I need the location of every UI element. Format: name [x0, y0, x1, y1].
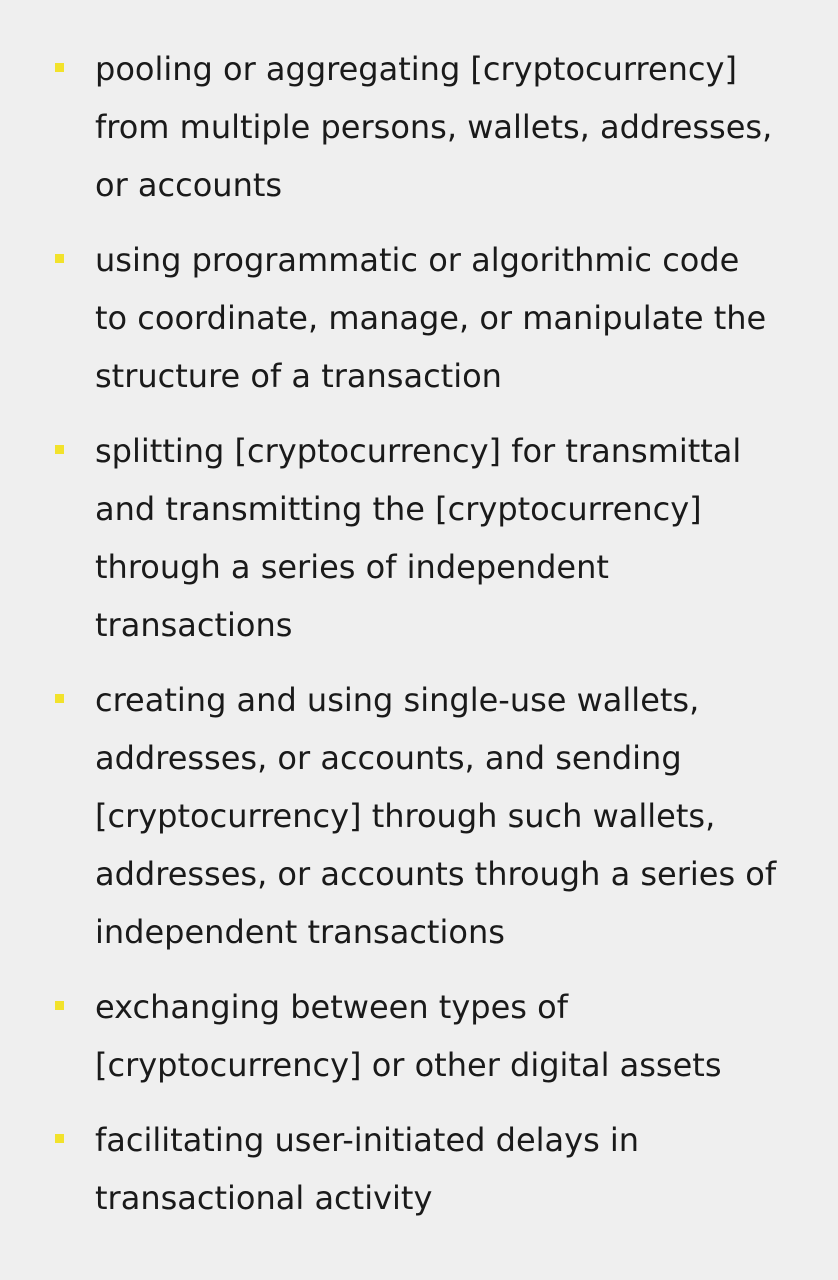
list-item-text [95, 40, 818, 214]
list-item-text [95, 1111, 818, 1227]
text-line: [cryptocurrency] through such wallets, [95, 797, 716, 835]
text-line: creating and using single-use wallets, [95, 681, 700, 719]
square-bullet-icon [55, 1001, 64, 1010]
list-item [0, 422, 838, 654]
text-line: transactions [95, 606, 293, 644]
list-item [0, 231, 838, 405]
square-bullet-icon [55, 63, 64, 72]
list-item [0, 978, 838, 1094]
text-line: from multiple persons, wallets, addresses, [95, 108, 773, 146]
text-line: addresses, or accounts through a series of [95, 855, 777, 893]
list-item-text [95, 231, 818, 405]
text-line: [cryptocurrency] or other digital assets [95, 1046, 722, 1084]
text-line: or accounts [95, 166, 283, 204]
text-line: exchanging between types of [95, 988, 568, 1026]
square-bullet-icon [55, 254, 64, 263]
list-item-text [95, 671, 818, 961]
list-item [0, 40, 838, 214]
text-line: pooling or aggregating [cryptocurrency] [95, 50, 737, 88]
text-line: splitting [cryptocurrency] for transmittal [95, 432, 742, 470]
bullet-list [0, 40, 838, 1244]
square-bullet-icon [55, 1134, 64, 1143]
text-line: structure of a transaction [95, 357, 502, 395]
list-item-text [95, 978, 818, 1094]
list-item [0, 1111, 838, 1227]
text-line: using programmatic or algorithmic code [95, 241, 740, 279]
text-line: facilitating user-initiated delays in [95, 1121, 640, 1159]
square-bullet-icon [55, 694, 64, 703]
text-line: to coordinate, manage, or manipulate the [95, 299, 767, 337]
text-line: transactional activity [95, 1179, 433, 1217]
square-bullet-icon [55, 445, 64, 454]
text-line: and transmitting the [cryptocurrency] [95, 490, 702, 528]
list-item-text [95, 422, 818, 654]
text-line: through a series of independent [95, 548, 609, 586]
text-line: addresses, or accounts, and sending [95, 739, 682, 777]
list-item [0, 671, 838, 961]
text-line: independent transactions [95, 913, 505, 951]
